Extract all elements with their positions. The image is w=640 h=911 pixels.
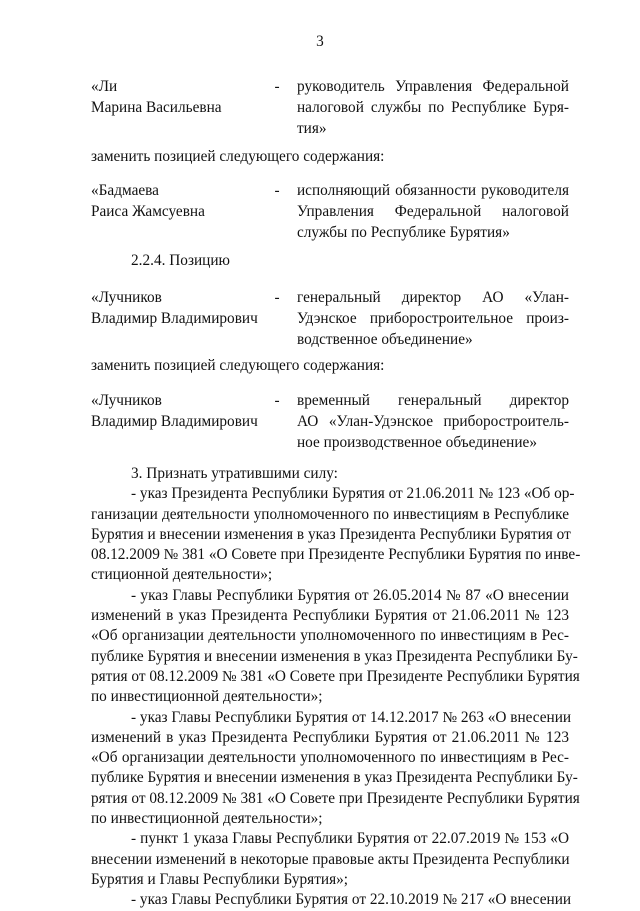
name-line: «Бадмаева <box>91 182 159 199</box>
body-line: внесении изменений в некоторые правовые акты Президента Республики <box>91 850 570 868</box>
person-name <box>91 287 266 329</box>
separator-dash: - <box>274 392 280 409</box>
replace-instruction: заменить позицией следующего содержания: <box>91 148 385 165</box>
body-line: - указ Главы Республики Бурятия от 14.12.2017 № 263 «О внесении <box>131 708 572 726</box>
body-line: - указ Главы Республики Бурятия от 26.05.2014 № 87 «О внесении <box>131 586 569 604</box>
body-line: по инвестиционной деятельности»; <box>91 810 323 828</box>
separator-dash: - <box>274 78 280 95</box>
title-line: тия» <box>297 120 327 137</box>
title-line: Удэнское приборостроительное произ- <box>297 310 569 327</box>
body-line: 08.12.2009 № 381 «О Совете при Президенте Республики Бурятия по инве- <box>91 546 581 564</box>
body-line: рятия от 08.12.2009 № 381 «О Совете при Президенте Республики Бурятия <box>91 667 580 685</box>
body-line: изменений в указ Президента Республики Бурятия от 21.06.2011 № 123 <box>91 607 569 625</box>
body-line: - указ Президента Республики Бурятия от 21.06.2011 № 123 «Об ор- <box>131 485 575 503</box>
title-line: ное производственное объединение» <box>297 434 537 451</box>
body-line: «Об организации деятельности уполномоченного по инвестициям в Рес- <box>91 627 569 645</box>
position-title <box>297 76 569 139</box>
repealed-acts-section <box>91 464 581 911</box>
name-line: Владимир Владимирович <box>91 413 258 430</box>
name-line: «Ли <box>91 78 118 95</box>
title-line: АО «Улан-Удэнское приборостроитель- <box>297 413 569 430</box>
name-line: «Лучников <box>91 392 162 409</box>
separator-dash: - <box>274 289 280 306</box>
name-line: Раиса Жамсуевна <box>91 203 205 220</box>
item-heading: 2.2.4. Позицию <box>131 252 230 269</box>
name-line: Марина Васильевна <box>91 99 222 116</box>
body-line: Бурятия и внесении изменения в указ Президента Республики Бурятия от <box>91 525 571 543</box>
body-line: изменений в указ Президента Республики Бурятия от 21.06.2011 № 123 <box>91 728 569 746</box>
title-line: генеральный директор АО «Улан- <box>297 289 569 306</box>
body-line: публике Бурятия и внесении изменения в указ Президента Республики Бу- <box>91 647 578 665</box>
name-line: «Лучников <box>91 289 162 306</box>
title-line: временный генеральный директор <box>297 392 569 409</box>
position-title <box>297 390 569 453</box>
body-line: рятия от 08.12.2009 № 381 «О Совете при Президенте Республики Бурятия <box>91 789 580 807</box>
replace-instruction: заменить позицией следующего содержания: <box>91 357 385 374</box>
body-line: стиционной деятельности»; <box>91 566 273 584</box>
title-line: Управления Федеральной налоговой <box>297 203 569 220</box>
body-line: публике Бурятия и внесении изменения в указ Президента Республики Бу- <box>91 769 578 787</box>
title-line: руководитель Управления Федеральной <box>297 78 569 95</box>
body-line: по инвестиционной деятельности»; <box>91 688 323 706</box>
body-line: - указ Главы Республики Бурятия от 22.10.2019 № 217 «О внесении <box>131 891 572 909</box>
body-line: Бурятия и Главы Республики Бурятия»; <box>91 870 349 888</box>
title-line: налоговой службы по Республике Буря- <box>297 99 569 116</box>
body-line: «Об организации деятельности уполномоченного по инвестициям в Рес- <box>91 749 569 767</box>
position-title <box>297 287 569 350</box>
body-line: - пункт 1 указа Главы Республики Бурятия от 22.07.2019 № 153 «О <box>131 830 569 848</box>
separator-dash: - <box>274 182 280 199</box>
person-name <box>91 390 266 432</box>
person-name <box>91 76 266 118</box>
title-line: исполняющий обязанности руководителя <box>297 182 569 199</box>
title-line: водственное объединение» <box>297 331 473 348</box>
section-heading: 3. Признать утратившими силу: <box>131 465 338 482</box>
person-name <box>91 180 266 222</box>
body-line: ганизации деятельности уполномоченного по инвестициям в Республике <box>91 505 569 523</box>
position-title <box>297 180 569 243</box>
page-number: 3 <box>316 33 324 50</box>
title-line: службы по Республике Бурятия» <box>297 224 510 241</box>
name-line: Владимир Владимирович <box>91 310 258 327</box>
